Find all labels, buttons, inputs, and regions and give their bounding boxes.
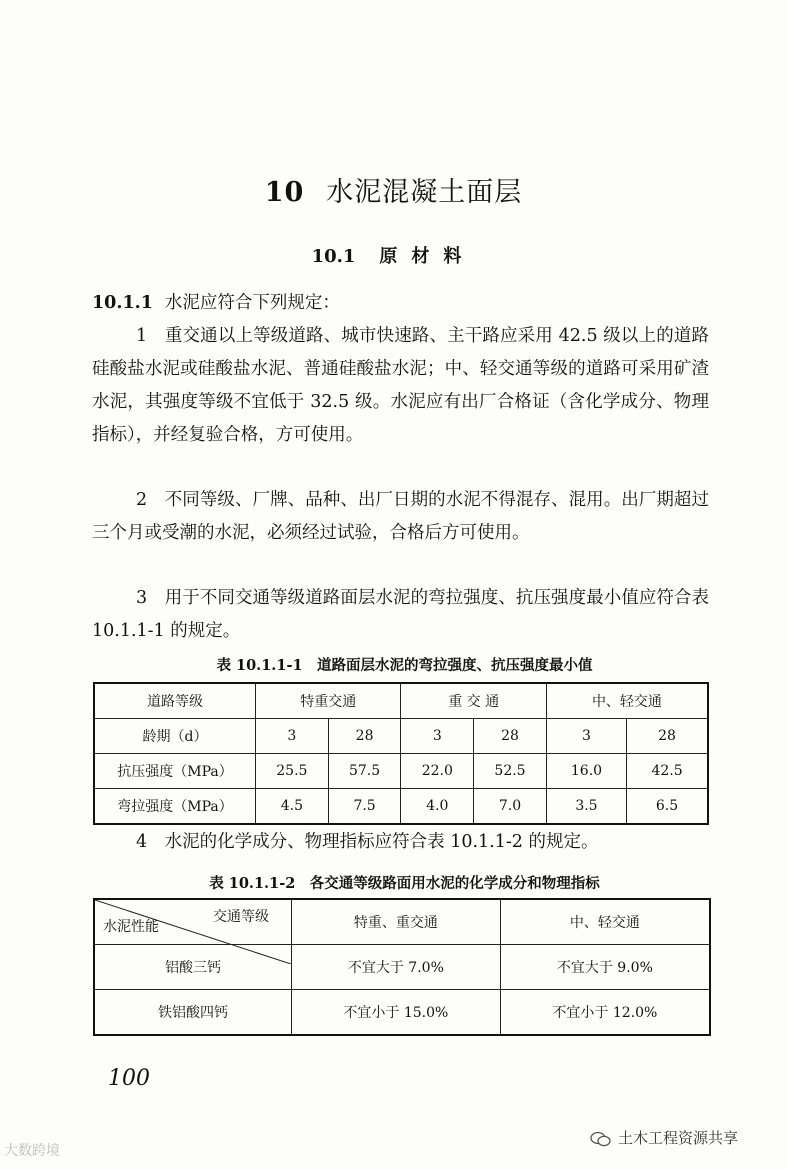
- cell: 不宜大于 9.0%: [500, 945, 710, 990]
- row-label: 铝酸三钙: [94, 945, 292, 990]
- corner-top-label: 交通等级: [213, 909, 269, 925]
- cell: 3: [401, 719, 474, 754]
- table-cement-chemistry: [93, 898, 711, 1036]
- cell: 28: [627, 719, 708, 754]
- row-label: 铁铝酸四钙: [94, 990, 292, 1036]
- watermark-right-text: 土木工程资源共享: [618, 1129, 739, 1147]
- table-row: [94, 990, 710, 1036]
- cell: 16.0: [546, 754, 626, 789]
- cell: 3.5: [546, 789, 626, 825]
- section-heading: [0, 242, 787, 268]
- section-number: 10.1: [311, 246, 356, 267]
- cell: 4.5: [256, 789, 329, 825]
- chapter-title: 水泥混凝土面层: [326, 177, 523, 208]
- item-1: 1 重交通以上等级道路、城市快速路、主干路应采用 42.5 级以上的道路硅酸盐水泥或硅酸盐水泥、普通硅酸盐水泥；中、轻交通等级的道路可采用矿渣水泥，其强度等级不宜低于 32.5 级。水泥应有出厂合格证（含化学成分、物理指标），并经复验合格，方可使用。: [92, 326, 709, 445]
- table-cement-strength: [93, 682, 709, 825]
- chapter-heading: [0, 170, 787, 209]
- page-number: 100: [108, 1066, 150, 1091]
- header-group-3: 中、轻交通: [546, 683, 708, 719]
- item-3: 3 用于不同交通等级道路面层水泥的弯拉强度、抗压强度最小值应符合表 10.1.1-1 的规定。: [92, 588, 709, 641]
- cell: 42.5: [627, 754, 708, 789]
- table-header-row: [94, 899, 710, 945]
- item-4: 4 水泥的化学成分、物理指标应符合表 10.1.1-2 的规定。: [136, 832, 599, 852]
- cell: 不宜大于 7.0%: [292, 945, 501, 990]
- table-row: [94, 789, 708, 825]
- row-label: 龄期（d）: [94, 719, 256, 754]
- table-row: [94, 719, 708, 754]
- cell: 28: [474, 719, 547, 754]
- row-label: 弯拉强度（MPa）: [94, 789, 256, 825]
- cell: 7.5: [328, 789, 401, 825]
- header-col-1: 特重、重交通: [292, 899, 501, 945]
- cell: 28: [328, 719, 401, 754]
- table1-caption: 表 10.1.1-1 道路面层水泥的弯拉强度、抗压强度最小值: [216, 657, 593, 674]
- clause-text: 水泥应符合下列规定：: [164, 293, 340, 313]
- cell: 不宜小于 12.0%: [500, 990, 710, 1036]
- clause-10-1-1: [92, 287, 709, 320]
- chapter-number: 10: [264, 177, 305, 208]
- table-row: [94, 754, 708, 789]
- cell: 3: [546, 719, 626, 754]
- cell: 4.0: [401, 789, 474, 825]
- table-header-row: [94, 683, 708, 719]
- table2-caption: 表 10.1.1-2 各交通等级路面用水泥的化学成分和物理指标: [209, 875, 600, 892]
- cell: 57.5: [328, 754, 401, 789]
- header-col-2: 中、轻交通: [500, 899, 710, 945]
- clause-label: 10.1.1: [92, 293, 153, 313]
- row-label: 抗压强度（MPa）: [94, 754, 256, 789]
- cell: 52.5: [474, 754, 547, 789]
- header-road-grade: 道路等级: [94, 683, 256, 719]
- diagonal-header-cell: [94, 899, 292, 945]
- cell: 25.5: [256, 754, 329, 789]
- cell: 3: [256, 719, 329, 754]
- header-group-2: 重 交 通: [401, 683, 546, 719]
- corner-bottom-label: 水泥性能: [103, 919, 159, 935]
- cell: 22.0: [401, 754, 474, 789]
- item-2: 2 不同等级、厂牌、品种、出厂日期的水泥不得混存、混用。出厂期超过三个月或受潮的水泥，必须经过试验，合格后方可使用。: [92, 490, 709, 543]
- wechat-icon: [590, 1131, 612, 1147]
- section-title: 原材料: [379, 246, 476, 267]
- watermark-left: 大数跨境: [4, 1143, 60, 1159]
- watermark-right: [590, 1127, 738, 1148]
- cell: 不宜小于 15.0%: [292, 990, 501, 1036]
- header-group-1: 特重交通: [256, 683, 401, 719]
- cell: 7.0: [474, 789, 547, 825]
- cell: 6.5: [627, 789, 708, 825]
